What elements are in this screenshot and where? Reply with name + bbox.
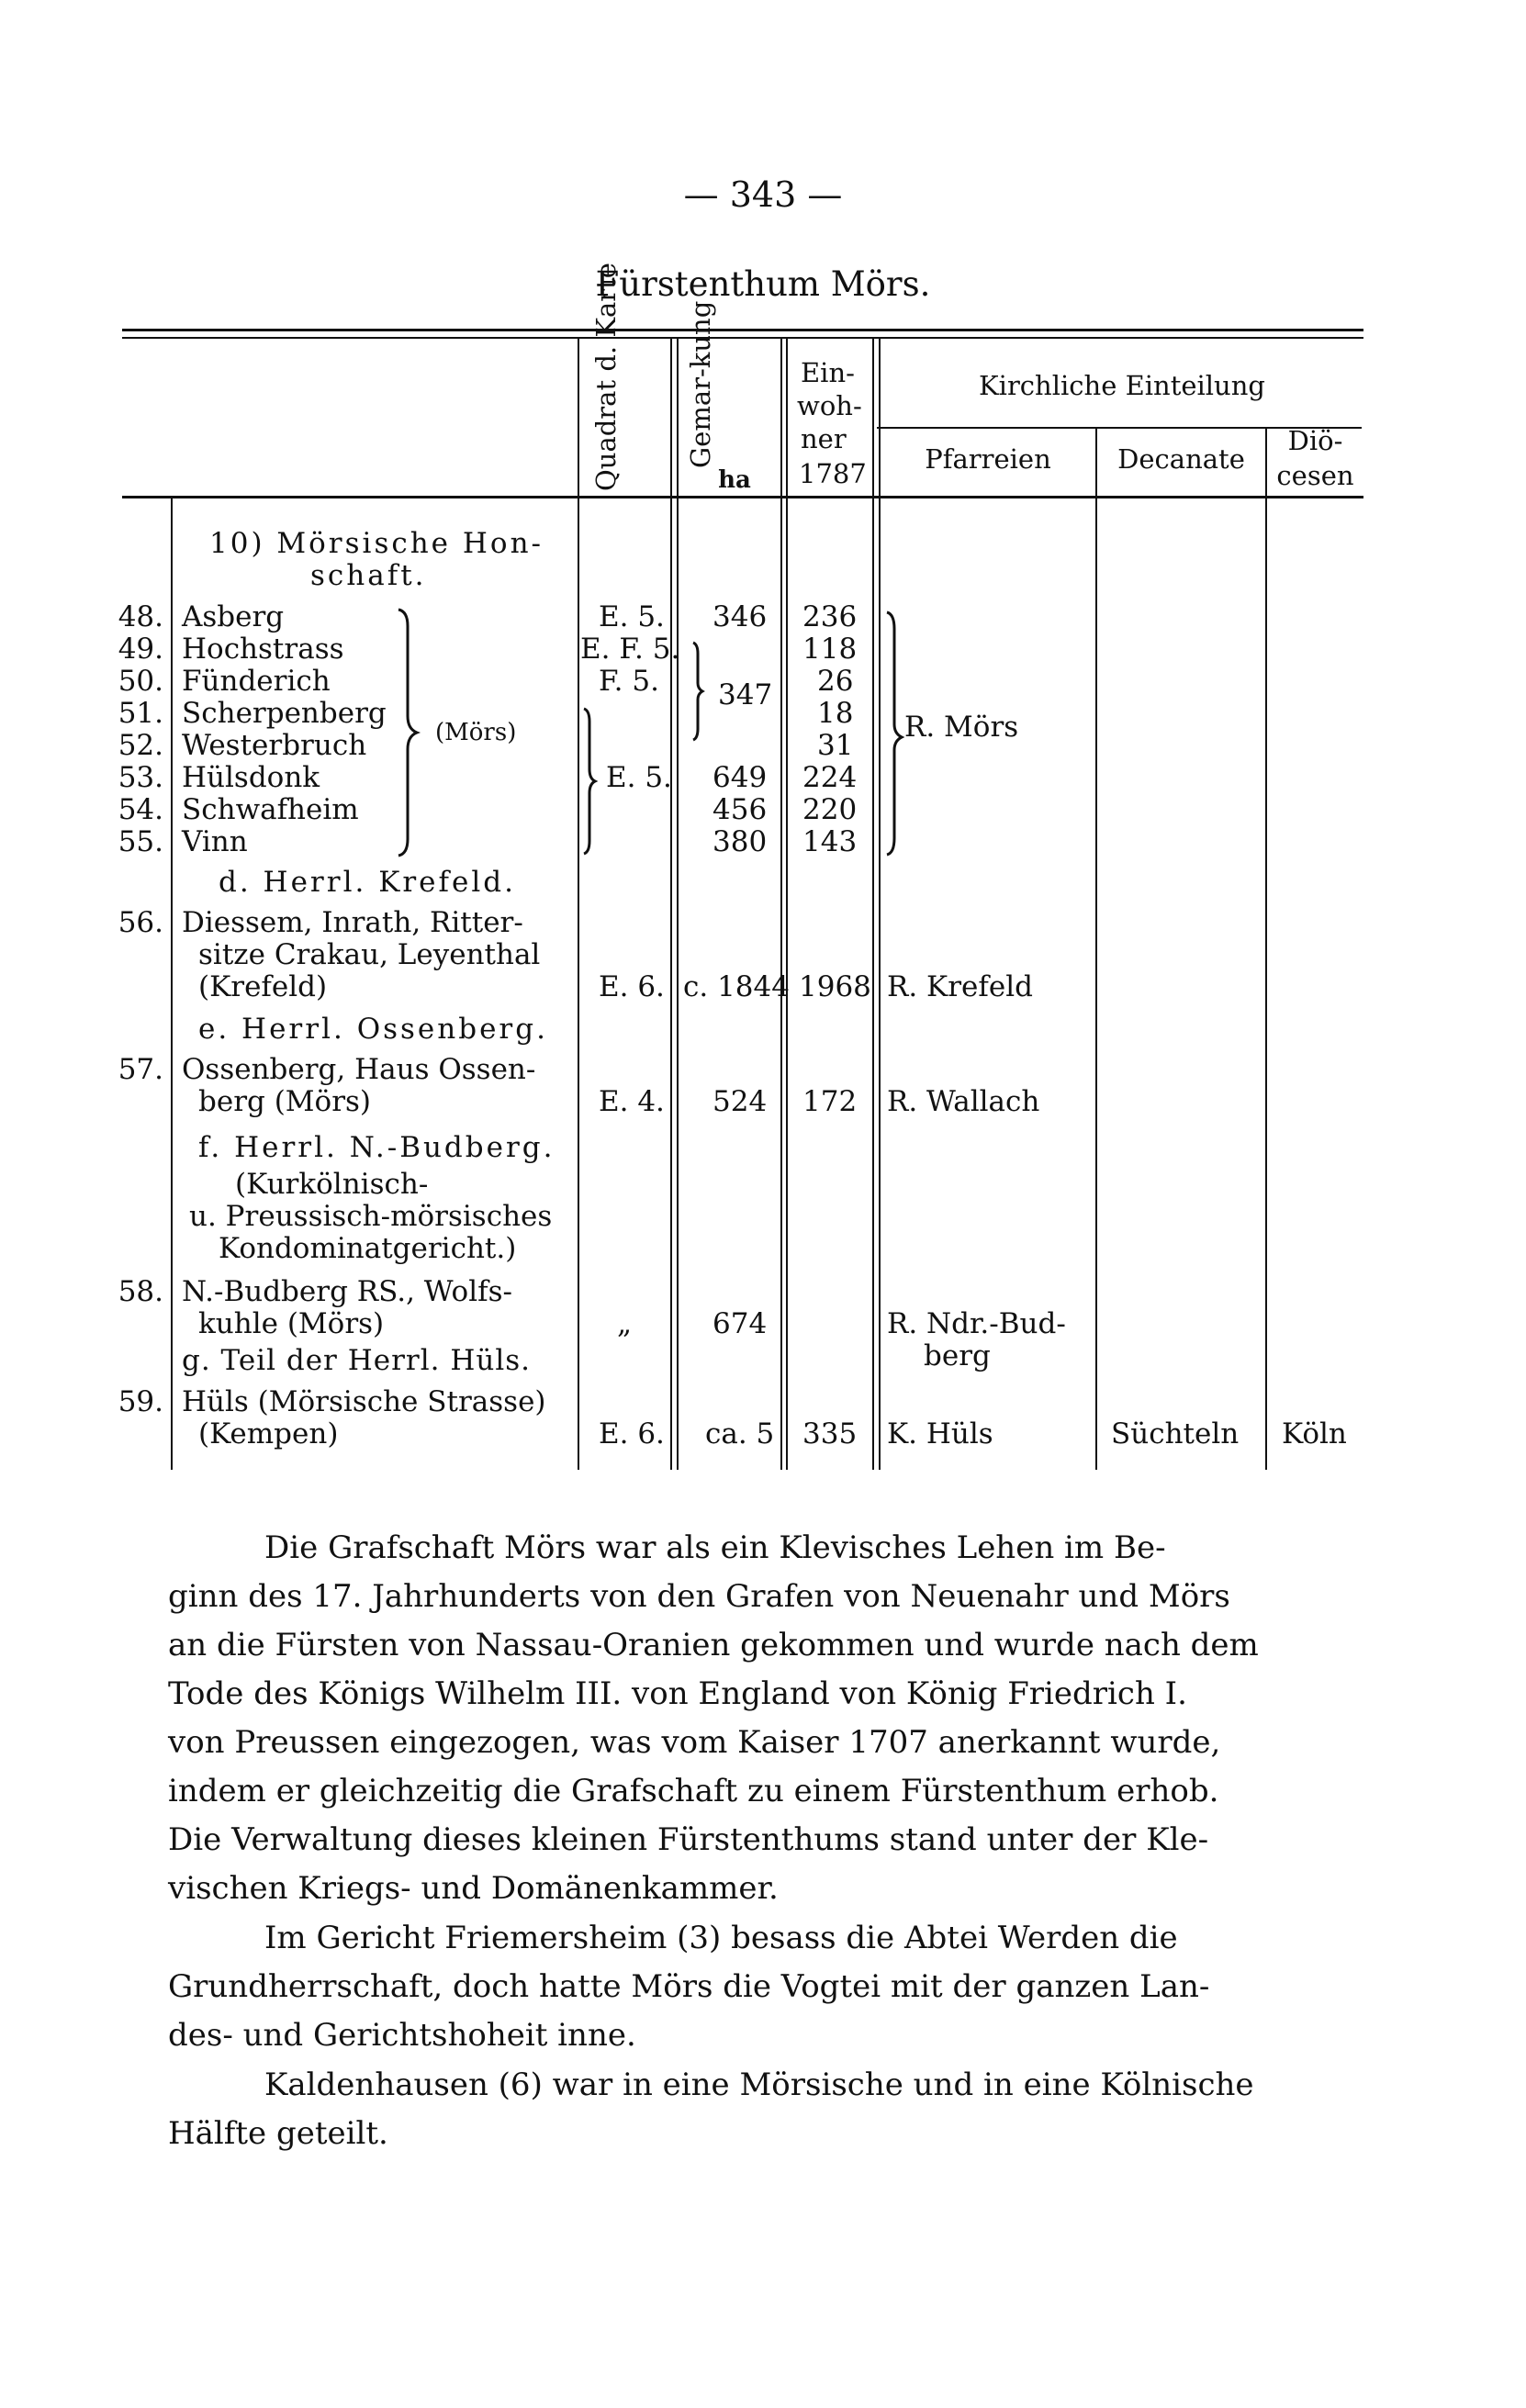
place-name-cont: (Kempen) <box>198 1417 339 1450</box>
place-name: Schwafheim <box>182 793 359 826</box>
header-gemarkung: Gemar-kung <box>685 300 716 468</box>
hectare-value: 524 <box>713 1085 768 1118</box>
row-number: 52. <box>118 729 163 762</box>
hectare-value: 346 <box>713 600 768 633</box>
inhabitant-value: 220 <box>802 793 858 826</box>
header-kirchliche: Kirchliche Einteilung <box>979 370 1265 401</box>
row-number: 51. <box>118 697 163 730</box>
inhabitant-value: 31 <box>817 729 854 762</box>
col-rule-quadrat-l <box>578 339 579 1470</box>
paragraph-line: von Preussen eingezogen, was vom Kaiser 1707 anerkannt wurde, <box>168 1724 1221 1761</box>
paragraph-line: Die Verwaltung dieses kleinen Fürstenthums stand unter der Kle- <box>168 1821 1209 1858</box>
group-pfarrei: R. Mörs <box>904 711 1019 744</box>
header-dioecesen-1: Diö- <box>1287 425 1343 456</box>
hectare-value: 649 <box>713 761 768 794</box>
place-name: Fünderich <box>182 665 331 698</box>
place-name: Asberg <box>182 600 285 633</box>
quadrat-value: E. 6. <box>599 1417 665 1450</box>
decanat-value: Süchteln <box>1111 1417 1240 1450</box>
place-name: Scherpenberg <box>182 697 387 730</box>
place-name: Hüls (Mörsische Strasse) <box>182 1385 546 1418</box>
brace-hectare <box>690 641 705 742</box>
paragraph-line: Tode des Königs Wilhelm III. von England von König Friedrich I. <box>168 1675 1187 1712</box>
pfarrei-value: R. Wallach <box>887 1085 1040 1118</box>
header-einwohner-1: Ein- <box>801 357 855 388</box>
place-name-cont: berg (Mörs) <box>198 1085 372 1118</box>
col-rule-ew-r <box>872 339 874 1470</box>
group-label: (Mörs) <box>435 719 517 746</box>
row-number: 50. <box>118 665 163 698</box>
paragraph-line: des- und Gerichtshoheit inne. <box>168 2017 636 2054</box>
header-decanate: Decanate <box>1117 443 1245 475</box>
hectare-value: 347 <box>718 678 773 711</box>
place-name-cont: (Krefeld) <box>198 970 328 1003</box>
paragraph-line: ginn des 17. Jahrhunderts von den Grafen von Neuenahr und Mörs <box>168 1578 1230 1615</box>
quadrat-value: E. 4. <box>599 1085 665 1118</box>
place-name: Hülsdonk <box>182 761 320 794</box>
inhabitant-value: 26 <box>817 665 854 698</box>
inhabitant-value: 335 <box>802 1417 858 1450</box>
paragraph-1 <box>168 1524 1327 1913</box>
row-number: 56. <box>118 906 163 939</box>
header-pfarreien: Pfarreien <box>925 443 1051 475</box>
section-heading-cont: schaft. <box>310 559 427 592</box>
hectare-value: 380 <box>713 825 768 858</box>
pfarrei-value-cont: berg <box>924 1339 991 1372</box>
inhabitant-value: 236 <box>802 600 858 633</box>
quadrat-value: E. 6. <box>599 970 665 1003</box>
paragraph-line: indem er gleichzeitig die Grafschaft zu einem Fürstenthum erhob. <box>168 1773 1219 1809</box>
quadrat-value: „ <box>617 1307 633 1340</box>
place-name-cont: kuhle (Mörs) <box>198 1307 385 1340</box>
pfarrei-value: R. Krefeld <box>887 970 1033 1003</box>
row-number: 57. <box>118 1053 163 1086</box>
paragraph-line: vischen Kriegs- und Domänenkammer. <box>168 1870 779 1907</box>
quadrat-value: F. 5. <box>599 665 659 698</box>
pfarrei-value: R. Ndr.-Bud- <box>887 1307 1066 1340</box>
header-gemarkung-unit: ha <box>718 466 751 494</box>
row-number: 49. <box>118 633 163 666</box>
brace-pfarrei <box>883 610 905 857</box>
header-einwohner-3: ner <box>801 423 847 454</box>
col-rule-name <box>171 498 173 1470</box>
hectare-value: 456 <box>713 793 768 826</box>
inhabitant-value: 118 <box>802 633 858 666</box>
quadrat-value: E. 5. <box>599 600 665 633</box>
header-bottom-rule <box>122 496 1363 498</box>
place-name: Hochstrass <box>182 633 344 666</box>
hectare-value: c. 1844 <box>683 970 790 1003</box>
inhabitant-value: 1968 <box>799 970 871 1003</box>
pfarrei-value: K. Hüls <box>887 1417 993 1450</box>
col-rule-ha-r <box>780 339 782 1470</box>
subsection-heading: d. Herrl. Krefeld. <box>219 866 516 899</box>
row-number: 55. <box>118 825 163 858</box>
row-number: 54. <box>118 793 163 826</box>
subsection-note: u. Preussisch-mörsisches <box>189 1200 553 1233</box>
header-dioecesen-2: cesen <box>1276 460 1354 491</box>
place-name: Diessem, Inrath, Ritter- <box>182 906 523 939</box>
paragraph-3 <box>168 2061 1327 2158</box>
paragraph-line: Kaldenhausen (6) war in eine Mörsische und in eine Kölnische <box>264 2066 1254 2103</box>
inhabitant-value: 172 <box>802 1085 858 1118</box>
col-rule-quadrat-r2 <box>677 339 679 1470</box>
row-number: 53. <box>118 761 163 794</box>
place-name-cont: sitze Crakau, Leyenthal <box>198 938 541 971</box>
inhabitant-value: 18 <box>817 697 854 730</box>
subsection-heading: g. Teil der Herrl. Hüls. <box>182 1344 532 1377</box>
inhabitant-value: 143 <box>802 825 858 858</box>
subsection-heading: f. Herrl. N.-Budberg. <box>198 1131 555 1164</box>
paragraph-line: Hälfte geteilt. <box>168 2115 388 2152</box>
hectare-value: ca. 5 <box>705 1417 775 1450</box>
col-rule-decanat-r <box>1265 427 1267 1470</box>
paragraph-2 <box>168 1914 1327 2060</box>
inhabitant-value: 224 <box>802 761 858 794</box>
subsection-heading: e. Herrl. Ossenberg. <box>198 1013 548 1046</box>
subsection-note: Kondominatgericht.) <box>219 1232 517 1265</box>
quadrat-value: E. 5. <box>606 761 672 794</box>
row-number: 58. <box>118 1275 163 1308</box>
col-rule-ha-r2 <box>786 339 788 1470</box>
place-name: Ossenberg, Haus Ossen- <box>182 1053 536 1086</box>
table-top-rule-2 <box>122 337 1363 339</box>
quadrat-value: E. F. 5. <box>580 633 680 666</box>
row-number: 48. <box>118 600 163 633</box>
paragraph-line: Grundherrschaft, doch hatte Mörs die Vogtei mit der ganzen Lan- <box>168 1968 1210 2005</box>
header-quadrat: Quadrat d. Karte <box>590 263 622 491</box>
header-einwohner-2: woh- <box>797 390 862 421</box>
brace-left-group <box>395 608 432 857</box>
place-name: Westerbruch <box>182 729 367 762</box>
paragraph-line: an die Fürsten von Nassau-Oranien gekommen und wurde nach dem <box>168 1627 1259 1663</box>
col-rule-ew-r2 <box>879 339 881 1470</box>
row-number: 59. <box>118 1385 163 1418</box>
place-name: Vinn <box>182 825 248 858</box>
section-heading: 10) Mörsische Hon- <box>209 527 544 560</box>
header-einwohner-4: 1787 <box>799 458 867 489</box>
place-name: N.-Budberg RS., Wolfs- <box>182 1275 512 1308</box>
brace-quadrat <box>580 707 599 856</box>
hectare-value: 674 <box>713 1307 768 1340</box>
table-top-rule <box>122 329 1363 331</box>
col-rule-pfarrei-r <box>1095 427 1097 1470</box>
paragraph-line: Die Grafschaft Mörs war als ein Klevisches Lehen im Be- <box>264 1529 1166 1566</box>
subsection-note: (Kurkölnisch- <box>235 1168 429 1201</box>
dioecese-value: Köln <box>1282 1417 1347 1450</box>
page-number: — 343 — <box>683 174 843 215</box>
paragraph-line: Im Gericht Friemersheim (3) besass die Abtei Werden die <box>264 1920 1178 1956</box>
page-title: Fürstenthum Mörs. <box>595 264 931 304</box>
col-rule-quadrat-r <box>670 339 672 1470</box>
